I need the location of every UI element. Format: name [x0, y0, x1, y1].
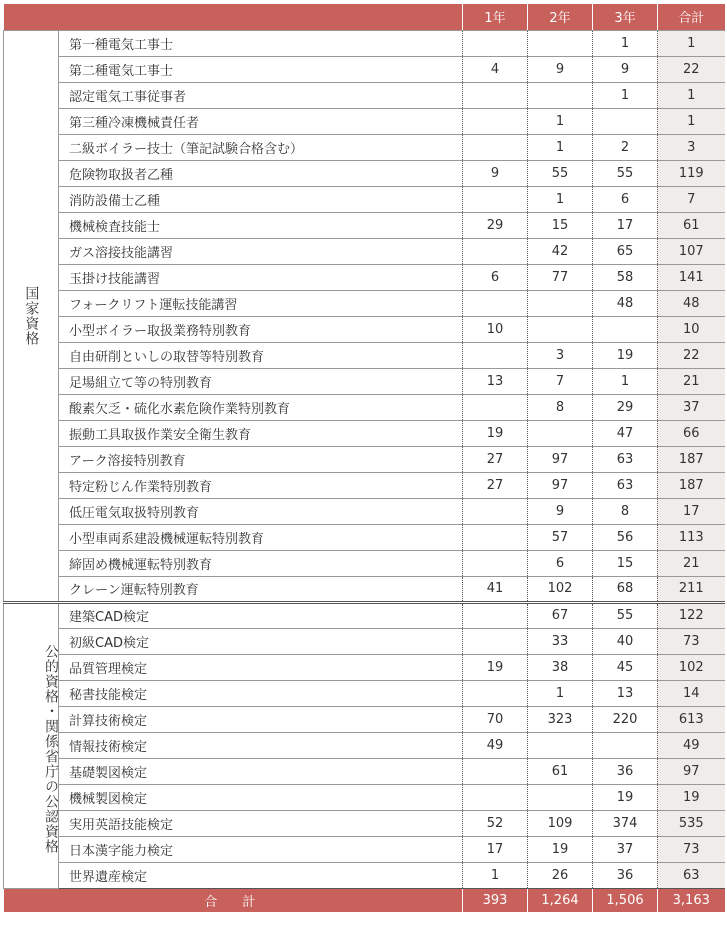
table-row	[4, 238, 725, 264]
year-1-count	[463, 82, 528, 108]
year-2-count	[528, 30, 593, 56]
row-total: 1	[658, 82, 725, 108]
year-2-count: 8	[528, 394, 593, 420]
row-total: 122	[658, 602, 725, 628]
qualification-name: 機械製図検定	[59, 784, 463, 810]
year-1-count: 17	[463, 836, 528, 862]
footer-grand-total: 3,163	[658, 888, 725, 912]
year-3-count: 45	[593, 654, 658, 680]
table-row	[4, 576, 725, 602]
year-2-count: 1	[528, 186, 593, 212]
year-3-count: 55	[593, 160, 658, 186]
year-2-count: 1	[528, 680, 593, 706]
table-row	[4, 82, 725, 108]
row-total: 73	[658, 628, 725, 654]
year-3-count: 65	[593, 238, 658, 264]
qualification-name: 計算技術検定	[59, 706, 463, 732]
year-1-count	[463, 524, 528, 550]
year-3-count: 36	[593, 758, 658, 784]
table-row	[4, 290, 725, 316]
table-row	[4, 836, 725, 862]
qualification-name: 第一種電気工事士	[59, 30, 463, 56]
year-2-count	[528, 316, 593, 342]
table-row	[4, 108, 725, 134]
national-category-label: 国家資格	[4, 30, 59, 602]
year-1-count: 70	[463, 706, 528, 732]
table-row	[4, 654, 725, 680]
qualification-name: 初級CAD検定	[59, 628, 463, 654]
table-row	[4, 550, 725, 576]
year-1-count	[463, 238, 528, 264]
row-total: 119	[658, 160, 725, 186]
year-1-count	[463, 550, 528, 576]
year-1-count	[463, 394, 528, 420]
year-1-count	[463, 680, 528, 706]
year-2-count: 77	[528, 264, 593, 290]
table-row	[4, 628, 725, 654]
row-total: 49	[658, 732, 725, 758]
table-row	[4, 134, 725, 160]
table-row	[4, 30, 725, 56]
header-blank	[4, 4, 463, 30]
year-3-count: 68	[593, 576, 658, 602]
year-2-count: 97	[528, 472, 593, 498]
year-1-count	[463, 186, 528, 212]
row-total: 1	[658, 108, 725, 134]
year-1-count: 19	[463, 420, 528, 446]
row-total: 3	[658, 134, 725, 160]
header-year-1: 1年	[463, 4, 528, 30]
year-1-count	[463, 342, 528, 368]
qualification-name: 特定粉じん作業特別教育	[59, 472, 463, 498]
table-row	[4, 472, 725, 498]
footer-total-row	[4, 888, 725, 912]
year-3-count: 374	[593, 810, 658, 836]
qualification-name: 日本漢字能力検定	[59, 836, 463, 862]
header-total: 合計	[658, 4, 725, 30]
year-3-count: 19	[593, 342, 658, 368]
qualification-name: 小型ボイラー取扱業務特別教育	[59, 316, 463, 342]
table-row	[4, 732, 725, 758]
year-1-count: 49	[463, 732, 528, 758]
table-row	[4, 316, 725, 342]
table-row	[4, 680, 725, 706]
year-2-count: 1	[528, 134, 593, 160]
year-1-count: 19	[463, 654, 528, 680]
row-total: 10	[658, 316, 725, 342]
year-3-count: 37	[593, 836, 658, 862]
table-row	[4, 394, 725, 420]
qualification-name: 情報技術検定	[59, 732, 463, 758]
qualification-name: 小型車両系建設機械運転特別教育	[59, 524, 463, 550]
year-3-count: 47	[593, 420, 658, 446]
year-1-count: 4	[463, 56, 528, 82]
year-3-count: 56	[593, 524, 658, 550]
table-row	[4, 186, 725, 212]
year-2-count: 33	[528, 628, 593, 654]
year-2-count	[528, 420, 593, 446]
table-row	[4, 498, 725, 524]
year-3-count	[593, 108, 658, 134]
qualification-name: 秘書技能検定	[59, 680, 463, 706]
table-row	[4, 862, 725, 888]
year-1-count	[463, 134, 528, 160]
table-row	[4, 524, 725, 550]
qualification-name: アーク溶接特別教育	[59, 446, 463, 472]
year-1-count	[463, 602, 528, 628]
qualification-name: ガス溶接技能講習	[59, 238, 463, 264]
qualification-name: クレーン運転特別教育	[59, 576, 463, 602]
year-2-count	[528, 784, 593, 810]
year-3-count: 36	[593, 862, 658, 888]
qualification-name: 危険物取扱者乙種	[59, 160, 463, 186]
qualification-name: 機械検査技能士	[59, 212, 463, 238]
year-2-count: 57	[528, 524, 593, 550]
year-2-count: 1	[528, 108, 593, 134]
year-1-count: 52	[463, 810, 528, 836]
year-3-count: 1	[593, 368, 658, 394]
year-3-count: 220	[593, 706, 658, 732]
year-1-count	[463, 784, 528, 810]
qualification-name: 世界遺産検定	[59, 862, 463, 888]
qualification-name: 足場組立て等の特別教育	[59, 368, 463, 394]
year-2-count	[528, 82, 593, 108]
year-3-count: 15	[593, 550, 658, 576]
table-row	[4, 602, 725, 628]
row-total: 7	[658, 186, 725, 212]
year-3-count: 9	[593, 56, 658, 82]
row-total: 21	[658, 550, 725, 576]
footer-year-2: 1,264	[528, 888, 593, 912]
table-row	[4, 212, 725, 238]
year-3-count: 58	[593, 264, 658, 290]
row-total: 613	[658, 706, 725, 732]
year-3-count: 13	[593, 680, 658, 706]
table-row	[4, 56, 725, 82]
row-total: 21	[658, 368, 725, 394]
row-total: 22	[658, 56, 725, 82]
qualification-name: 玉掛け技能講習	[59, 264, 463, 290]
row-total: 1	[658, 30, 725, 56]
year-2-count: 6	[528, 550, 593, 576]
table-row	[4, 758, 725, 784]
row-total: 141	[658, 264, 725, 290]
row-total: 17	[658, 498, 725, 524]
year-2-count: 38	[528, 654, 593, 680]
table-row	[4, 342, 725, 368]
year-2-count: 42	[528, 238, 593, 264]
row-total: 535	[658, 810, 725, 836]
table-row	[4, 784, 725, 810]
year-3-count: 17	[593, 212, 658, 238]
row-total: 37	[658, 394, 725, 420]
qualification-name: 低圧電気取扱特別教育	[59, 498, 463, 524]
year-1-count	[463, 108, 528, 134]
year-2-count: 323	[528, 706, 593, 732]
year-2-count: 61	[528, 758, 593, 784]
qualification-name: 振動工具取扱作業安全衛生教育	[59, 420, 463, 446]
year-1-count: 1	[463, 862, 528, 888]
year-3-count	[593, 316, 658, 342]
row-total: 107	[658, 238, 725, 264]
row-total: 63	[658, 862, 725, 888]
year-3-count: 55	[593, 602, 658, 628]
qualification-name: 消防設備士乙種	[59, 186, 463, 212]
year-3-count: 6	[593, 186, 658, 212]
year-2-count: 3	[528, 342, 593, 368]
table-row	[4, 368, 725, 394]
qualification-name: 酸素欠乏・硫化水素危険作業特別教育	[59, 394, 463, 420]
row-total: 22	[658, 342, 725, 368]
year-2-count: 26	[528, 862, 593, 888]
qualification-name: 実用英語技能検定	[59, 810, 463, 836]
table-row	[4, 706, 725, 732]
year-2-count: 19	[528, 836, 593, 862]
year-2-count: 7	[528, 368, 593, 394]
year-1-count	[463, 628, 528, 654]
year-2-count	[528, 290, 593, 316]
qualification-table	[3, 4, 725, 912]
year-3-count	[593, 732, 658, 758]
year-3-count: 40	[593, 628, 658, 654]
qualification-name: 認定電気工事従事者	[59, 82, 463, 108]
year-2-count: 15	[528, 212, 593, 238]
year-3-count: 63	[593, 472, 658, 498]
year-3-count: 2	[593, 134, 658, 160]
year-3-count: 63	[593, 446, 658, 472]
year-1-count: 27	[463, 472, 528, 498]
qualification-name: 基礎製図検定	[59, 758, 463, 784]
year-2-count: 67	[528, 602, 593, 628]
year-2-count: 9	[528, 56, 593, 82]
year-3-count: 8	[593, 498, 658, 524]
year-1-count: 29	[463, 212, 528, 238]
year-2-count: 9	[528, 498, 593, 524]
row-total: 211	[658, 576, 725, 602]
row-total: 48	[658, 290, 725, 316]
table-row	[4, 160, 725, 186]
year-1-count	[463, 290, 528, 316]
header-row	[4, 4, 725, 30]
qualification-name: 建築CAD検定	[59, 602, 463, 628]
year-1-count	[463, 498, 528, 524]
year-2-count	[528, 732, 593, 758]
year-1-count	[463, 758, 528, 784]
year-1-count: 6	[463, 264, 528, 290]
public-category-label: 公的資格・関係省庁の公認資格	[4, 602, 59, 888]
qualification-name: 締固め機械運転特別教育	[59, 550, 463, 576]
year-1-count: 41	[463, 576, 528, 602]
table-row	[4, 446, 725, 472]
year-3-count: 48	[593, 290, 658, 316]
year-1-count: 27	[463, 446, 528, 472]
qualification-name: 第三種冷凍機械責任者	[59, 108, 463, 134]
year-2-count: 109	[528, 810, 593, 836]
qualification-name: 二級ボイラー技士（筆記試験合格含む）	[59, 134, 463, 160]
row-total: 187	[658, 472, 725, 498]
row-total: 19	[658, 784, 725, 810]
year-3-count: 29	[593, 394, 658, 420]
year-3-count: 1	[593, 82, 658, 108]
year-3-count: 1	[593, 30, 658, 56]
year-1-count	[463, 30, 528, 56]
year-1-count: 13	[463, 368, 528, 394]
row-total: 97	[658, 758, 725, 784]
qualification-name: 品質管理検定	[59, 654, 463, 680]
row-total: 187	[658, 446, 725, 472]
year-2-count: 102	[528, 576, 593, 602]
year-3-count: 19	[593, 784, 658, 810]
header-year-2: 2年	[528, 4, 593, 30]
qualification-name: フォークリフト運転技能講習	[59, 290, 463, 316]
row-total: 14	[658, 680, 725, 706]
row-total: 61	[658, 212, 725, 238]
footer-label: 合 計	[4, 888, 463, 912]
row-total: 102	[658, 654, 725, 680]
year-1-count: 10	[463, 316, 528, 342]
table-row	[4, 264, 725, 290]
year-2-count: 55	[528, 160, 593, 186]
qualification-name: 自由研削といしの取替等特別教育	[59, 342, 463, 368]
row-total: 73	[658, 836, 725, 862]
row-total: 113	[658, 524, 725, 550]
year-2-count: 97	[528, 446, 593, 472]
footer-year-1: 393	[463, 888, 528, 912]
footer-year-3: 1,506	[593, 888, 658, 912]
year-1-count: 9	[463, 160, 528, 186]
header-year-3: 3年	[593, 4, 658, 30]
qualification-name: 第二種電気工事士	[59, 56, 463, 82]
table-row	[4, 810, 725, 836]
row-total: 66	[658, 420, 725, 446]
table-row	[4, 420, 725, 446]
